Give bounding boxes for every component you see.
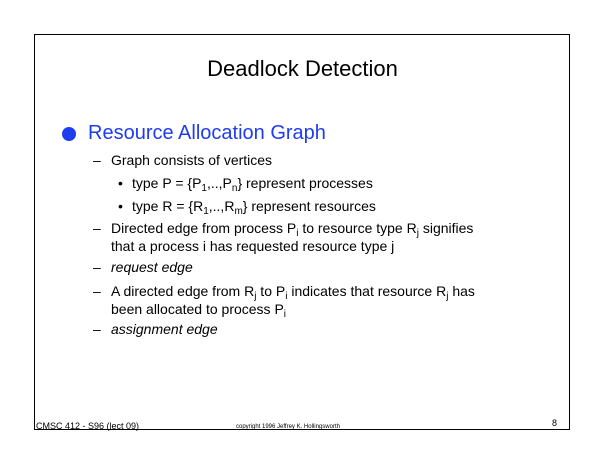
item-type-r: type $R = \{R_1,..,R_m\}$ represent resources [132,198,376,217]
item-allocated-edge: A directed edge from $R_j$ to $P_i$ indicates that resource $R_j$ has [111,283,475,302]
item-directed-edge-line2: that a process i has requested resource type j [111,238,395,254]
section-heading: Resource Allocation Graph [88,122,326,144]
item-directed-edge: Directed edge from process $P_i$ to resource type $R_j$ signifies [111,220,474,239]
page-number: 8 [552,418,558,428]
footer-copyright: copyright 1996 Jeffrey K. Hollingsworth [236,424,340,430]
slide-title: Deadlock Detection [207,56,398,81]
dash-4: – [93,283,101,299]
footer-course: CMSC 412 - S96 (lect 09) [36,421,140,431]
dash-5: – [93,321,101,337]
item-allocated-edge-line2: been allocated to process $P_i$ [111,301,287,320]
dash-2: – [93,220,101,236]
item-request-edge: request edge [111,259,193,275]
dash-3: – [93,259,101,275]
sub-bullet-1: • [118,175,123,191]
item-graph-vertices: Graph consists of vertices [111,152,273,168]
dash-1: – [93,152,101,168]
sub-bullet-2: • [118,198,123,214]
item-type-p: type $P = \{P_1,..,P_n\}$ represent processes [132,175,373,194]
bullet-dot-icon [62,127,76,141]
heading-row [62,122,326,145]
item-assignment-edge: assignment edge [111,321,218,337]
